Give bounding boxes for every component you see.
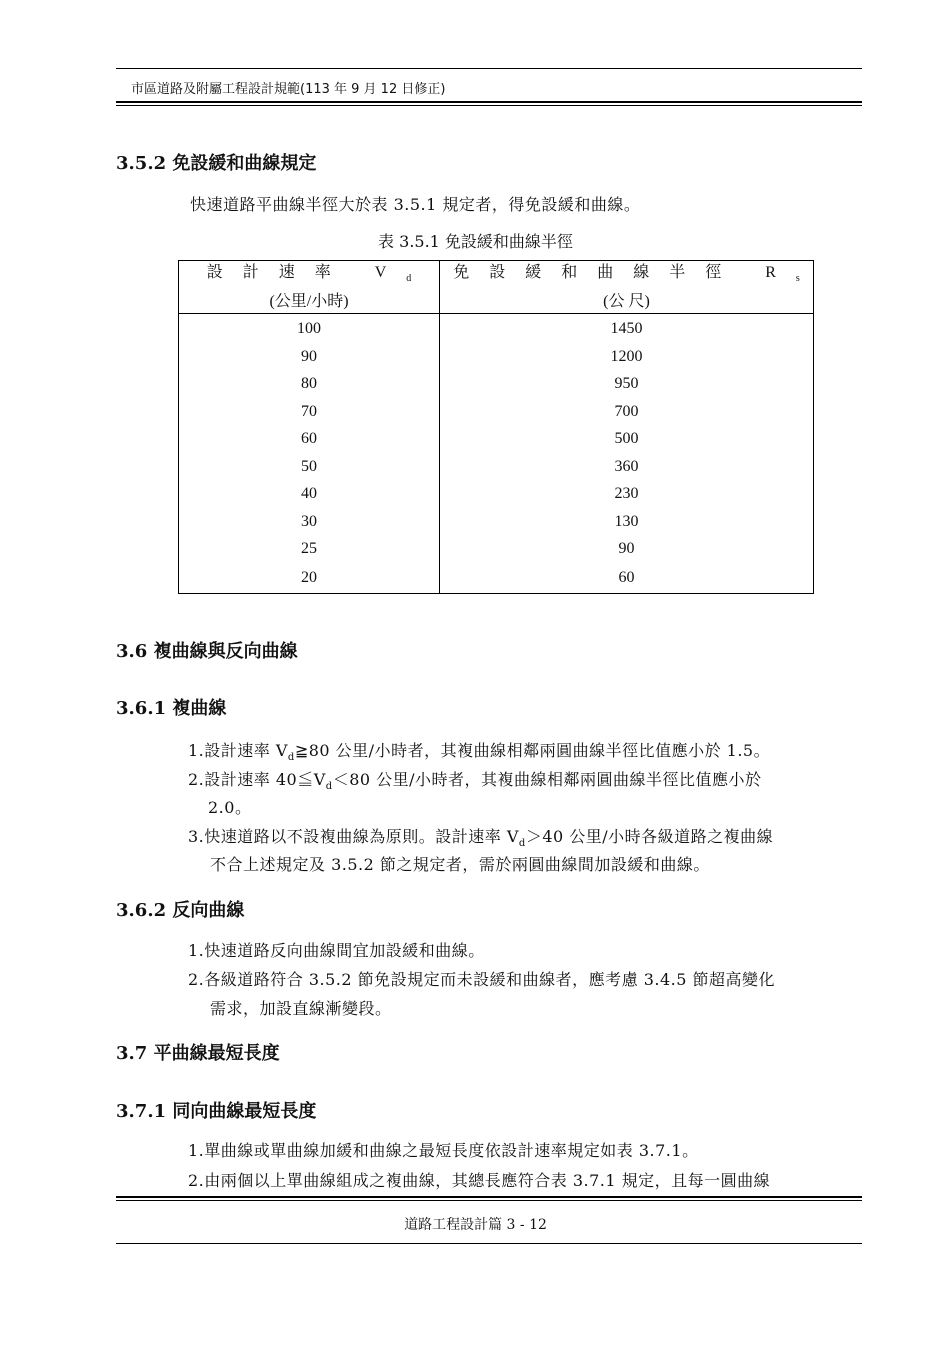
table-header-row bbox=[179, 261, 814, 314]
table-row bbox=[179, 370, 814, 398]
section-heading-3-6-2: 3.6.2 反向曲線 bbox=[116, 900, 245, 921]
radius-header-label: 免設緩和曲線半徑 R bbox=[453, 264, 796, 281]
section-heading-3-6-1: 3.6.1 複曲線 bbox=[116, 698, 227, 719]
footer-rule-thin bbox=[116, 1200, 862, 1201]
footer-rule-thick bbox=[116, 1196, 862, 1198]
speed-header-sub: d bbox=[406, 273, 412, 285]
table-header-radius bbox=[440, 261, 814, 314]
speed-cell: 20 bbox=[179, 563, 440, 594]
radius-cell: 360 bbox=[440, 453, 814, 481]
radius-table bbox=[178, 260, 814, 594]
speed-cell: 60 bbox=[179, 425, 440, 453]
header-rule-thin bbox=[116, 68, 862, 69]
item-text: 3.快速道路以不設複曲線為原則。設計速率 V bbox=[188, 827, 519, 846]
table-row bbox=[179, 398, 814, 426]
running-header: 市區道路及附屬工程設計規範(113 年 9 月 12 日修正) bbox=[131, 82, 446, 97]
item-text: 2.設計速率 40≦V bbox=[188, 770, 326, 789]
table-row bbox=[179, 314, 814, 343]
table-header-speed bbox=[179, 261, 440, 314]
radius-header-unit: (公 尺) bbox=[603, 293, 650, 311]
radius-cell: 500 bbox=[440, 425, 814, 453]
list-item-3-6-1-1 bbox=[188, 738, 770, 763]
speed-cell: 40 bbox=[179, 480, 440, 508]
radius-cell: 130 bbox=[440, 508, 814, 536]
item-text: ＜80 公里/小時者，其複曲線相鄰兩圓曲線半徑比值應小於 bbox=[332, 770, 762, 789]
header-rule-thin-2 bbox=[116, 105, 862, 106]
header-rule-thick bbox=[116, 101, 862, 103]
paragraph-3-5-2: 快速道路平曲線半徑大於表 3.5.1 規定者，得免設緩和曲線。 bbox=[190, 195, 641, 214]
table-row bbox=[179, 563, 814, 594]
table-row bbox=[179, 535, 814, 563]
speed-cell: 25 bbox=[179, 535, 440, 563]
table-caption: 表 3.5.1 免設緩和曲線半徑 bbox=[378, 232, 573, 251]
table-row bbox=[179, 343, 814, 371]
speed-cell: 100 bbox=[179, 314, 440, 343]
speed-header-label: 設計速率 V bbox=[206, 264, 407, 281]
list-item-3-6-2-2-cont: 需求，加設直線漸變段。 bbox=[210, 999, 392, 1018]
list-item-3-7-1-1: 1.單曲線或單曲線加緩和曲線之最短長度依設計速率規定如表 3.7.1。 bbox=[188, 1141, 699, 1160]
list-item-3-6-1-2 bbox=[188, 767, 762, 792]
radius-cell: 950 bbox=[440, 370, 814, 398]
speed-cell: 50 bbox=[179, 453, 440, 481]
page-footer: 道路工程設計篇 3 - 12 bbox=[404, 1217, 547, 1233]
list-item-3-6-2-2: 2.各級道路符合 3.5.2 節免設規定而未設緩和曲線者，應考慮 3.4.5 節超高變化 bbox=[188, 970, 776, 989]
radius-cell: 60 bbox=[440, 563, 814, 594]
section-heading-3-5-2: 3.5.2 免設緩和曲線規定 bbox=[116, 153, 317, 174]
speed-cell: 30 bbox=[179, 508, 440, 536]
speed-header-unit: (公里/小時) bbox=[269, 293, 349, 311]
list-item-3-6-1-2-cont: 2.0。 bbox=[208, 798, 252, 817]
list-item-3-6-1-3 bbox=[188, 824, 773, 849]
item-sub: d bbox=[287, 752, 295, 764]
speed-cell: 90 bbox=[179, 343, 440, 371]
speed-cell: 70 bbox=[179, 398, 440, 426]
item-text: ≧80 公里/小時者，其複曲線相鄰兩圓曲線半徑比值應小於 1.5。 bbox=[294, 741, 771, 760]
table-row bbox=[179, 480, 814, 508]
list-item-3-6-1-3-cont: 不合上述規定及 3.5.2 節之規定者，需於兩圓曲線間加設緩和曲線。 bbox=[210, 855, 710, 874]
item-text: 1.設計速率 V bbox=[188, 741, 288, 760]
table-row bbox=[179, 425, 814, 453]
section-heading-3-7: 3.7 平曲線最短長度 bbox=[116, 1043, 280, 1064]
item-sub: d bbox=[518, 838, 526, 850]
section-heading-3-6: 3.6 複曲線與反向曲線 bbox=[116, 641, 298, 662]
table-row bbox=[179, 508, 814, 536]
radius-cell: 230 bbox=[440, 480, 814, 508]
section-heading-3-7-1: 3.7.1 同向曲線最短長度 bbox=[116, 1101, 317, 1122]
radius-header-sub: s bbox=[795, 273, 800, 285]
item-sub: d bbox=[325, 781, 333, 793]
radius-cell: 90 bbox=[440, 535, 814, 563]
list-item-3-7-1-2: 2.由兩個以上單曲線組成之複曲線，其總長應符合表 3.7.1 規定，且每一圓曲線 bbox=[188, 1171, 771, 1190]
footer-rule-bottom bbox=[116, 1243, 862, 1244]
speed-cell: 80 bbox=[179, 370, 440, 398]
list-item-3-6-2-1: 1.快速道路反向曲線間宜加設緩和曲線。 bbox=[188, 941, 485, 960]
radius-cell: 1450 bbox=[440, 314, 814, 343]
radius-cell: 1200 bbox=[440, 343, 814, 371]
table-row bbox=[179, 453, 814, 481]
radius-cell: 700 bbox=[440, 398, 814, 426]
item-text: ＞40 公里/小時各級道路之複曲線 bbox=[525, 827, 774, 846]
